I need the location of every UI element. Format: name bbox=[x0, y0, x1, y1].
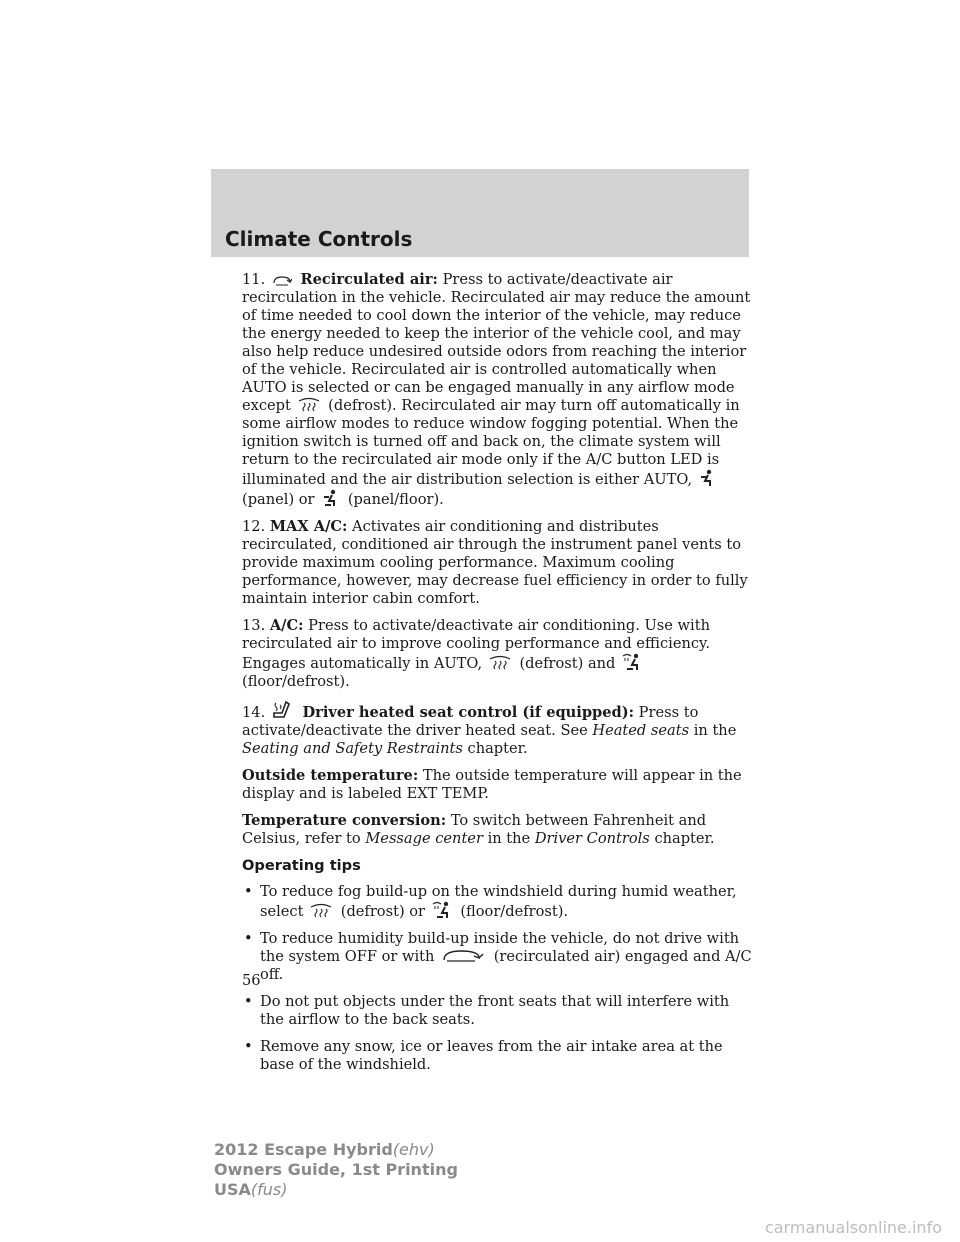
item-text: Activates air conditioning and distributes recirculated, conditioned air through the instrument panel vents to provide maximum cooling performance. Maximum cooling performance, however, may decrease fuel efficiency in order to fully maintain interior cabin comfort. bbox=[242, 518, 748, 607]
bullet-marker: • bbox=[244, 1038, 253, 1055]
temperature-conversion bbox=[242, 812, 754, 848]
tip-text: To reduce humidity build-up inside the vehicle, do not drive with the system OFF or with bbox=[260, 930, 740, 965]
panel-floor-icon bbox=[321, 489, 339, 507]
tip-text: Do not put objects under the front seats that will interfere with the airflow to the back seats. bbox=[260, 993, 730, 1028]
item-ac bbox=[242, 617, 754, 691]
recirculated-air-icon bbox=[441, 948, 485, 964]
chapter-reference: Seating and Safety Restraints bbox=[242, 740, 463, 757]
item-text: chapter. bbox=[654, 830, 715, 847]
floor-defrost-icon bbox=[432, 901, 452, 919]
bullet-marker: • bbox=[244, 993, 253, 1010]
tip-text: Remove any snow, ice or leaves from the air intake area at the base of the windshield. bbox=[260, 1038, 723, 1073]
item-text: Press to activate/deactivate air recirculation in the vehicle. Recirculated air may reduce the amount of time needed to cool down the interior of the vehicle, may reduce the energy needed to keep the interior of the vehicle cool, and may also help reduce undesired outside odors from reaching the interior of the vehicle. Recirculated air is controlled automatically when AUTO is selected or can be engaged manually in any airflow mode except bbox=[242, 271, 751, 414]
page-number: 56 bbox=[242, 972, 261, 989]
heated-seat-icon bbox=[272, 700, 294, 720]
item-max-ac bbox=[242, 518, 754, 608]
item-heading: Outside temperature: bbox=[242, 767, 419, 784]
item-number: 12. bbox=[242, 518, 266, 535]
outside-temperature bbox=[242, 767, 754, 803]
footer-region-code: (fus) bbox=[250, 1180, 288, 1199]
item-heated-seat bbox=[242, 700, 754, 758]
chapter-reference: Driver Controls bbox=[534, 830, 650, 847]
item-text: (defrost) and bbox=[519, 655, 616, 672]
item-text: To switch between Fahrenheit and Celsius, refer to bbox=[242, 812, 707, 847]
item-text: chapter. bbox=[467, 740, 528, 757]
chapter-reference: Heated seats bbox=[592, 722, 690, 739]
manual-content bbox=[242, 271, 754, 1083]
list-item bbox=[242, 1038, 754, 1074]
item-number: 14. bbox=[242, 704, 266, 721]
bullet-marker: • bbox=[244, 930, 253, 947]
item-text: (panel/floor). bbox=[347, 491, 444, 508]
document-footer bbox=[214, 1140, 458, 1200]
defrost-icon bbox=[489, 655, 511, 671]
list-item bbox=[242, 883, 754, 921]
item-text: The outside temperature will appear in the display and is labeled EXT TEMP. bbox=[242, 767, 742, 802]
item-heading: Driver heated seat control (if equipped): bbox=[302, 704, 635, 721]
chapter-reference: Message center bbox=[365, 830, 483, 847]
item-recirculated-air bbox=[242, 271, 754, 509]
item-text: Press to activate/deactivate air conditioning. Use with recirculated air to improve cooling performance and efficiency. Engages automatically in AUTO, bbox=[242, 617, 710, 672]
bullet-marker: • bbox=[244, 883, 253, 900]
item-heading: Temperature conversion: bbox=[242, 812, 447, 829]
list-item bbox=[242, 930, 754, 984]
item-number: 13. bbox=[242, 617, 266, 634]
item-heading: MAX A/C: bbox=[269, 518, 348, 535]
footer-guide: Owners Guide, 1st Printing bbox=[214, 1160, 458, 1179]
footer-model: 2012 Escape Hybrid bbox=[214, 1140, 393, 1159]
item-number: 11. bbox=[242, 271, 266, 288]
floor-defrost-icon bbox=[622, 653, 642, 671]
recirculated-air-icon bbox=[272, 275, 292, 287]
panel-vent-icon bbox=[699, 469, 715, 487]
defrost-icon bbox=[310, 903, 332, 919]
footer-region: USA bbox=[214, 1180, 251, 1199]
operating-tips-heading: Operating tips bbox=[242, 857, 361, 874]
tip-text: (floor/defrost). bbox=[460, 903, 569, 920]
item-heading: Recirculated air: bbox=[300, 271, 438, 288]
item-text: in the bbox=[487, 830, 531, 847]
item-text: in the bbox=[693, 722, 737, 739]
watermark: carmanualsonline.info bbox=[764, 1218, 942, 1237]
tip-text: (defrost) or bbox=[340, 903, 426, 920]
item-text: Press to activate/deactivate the driver heated seat. See bbox=[242, 704, 699, 739]
section-header bbox=[211, 169, 749, 257]
defrost-icon bbox=[298, 397, 320, 413]
section-title: Climate Controls bbox=[225, 227, 413, 251]
tip-text: (recirculated air) engaged and A/C off. bbox=[260, 948, 752, 983]
list-item bbox=[242, 993, 754, 1029]
tip-text: To reduce fog build-up on the windshield during humid weather, select bbox=[260, 883, 737, 920]
item-text: (defrost). Recirculated air may turn off automatically in some airflow modes to reduce window fogging potential. When the ignition switch is turned off and back on, the climate system will return to the recirculated air mode only if the A/C button LED is illuminated and the air distribution selection is either AUTO, bbox=[242, 397, 740, 488]
item-heading: A/C: bbox=[269, 617, 304, 634]
item-text: (panel) or bbox=[242, 491, 315, 508]
footer-model-code: (ehv) bbox=[392, 1140, 435, 1159]
item-text: (floor/defrost). bbox=[242, 673, 350, 690]
